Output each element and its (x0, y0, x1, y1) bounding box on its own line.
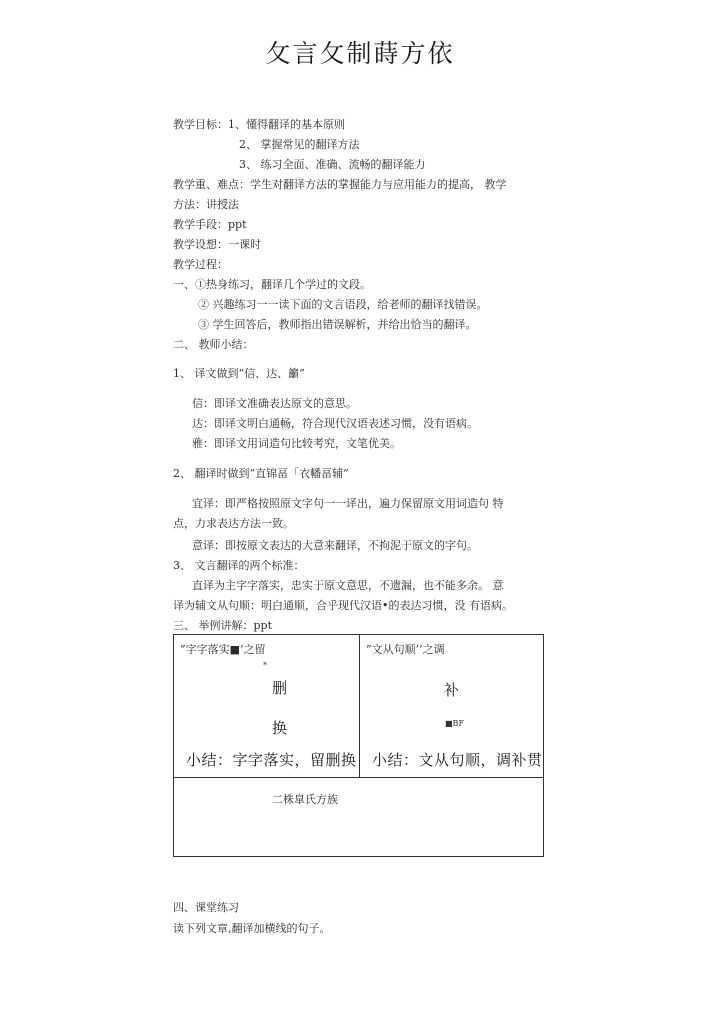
text-line: 教学手段：ppt (173, 218, 247, 231)
right-cell-mark: ■BF (445, 719, 464, 728)
table-column-divider (359, 635, 360, 777)
text-line: 四、课堂练习 (173, 901, 239, 914)
left-cell-word-replace: 换 (272, 719, 288, 737)
text-line: 教学重、难点：学生对翻译方法的掌握能力与应用能力的提高， 教学 (173, 178, 507, 191)
text-line: 1、 译文做到“信、达、籲” (173, 367, 305, 380)
table-row-divider (174, 777, 543, 778)
text-line: 3、 练习全面、准确、流畅的翻译能力 (239, 158, 426, 171)
example-table (173, 634, 544, 857)
text-line: 教学过程： (173, 258, 228, 271)
left-cell-star: * (263, 661, 267, 670)
text-line: 三、 举例讲解：ppt (173, 619, 272, 632)
text-line: 译为辅文从句顺：明白通顺，合乎现代汉语•的表达习惯，没 有语病。 (173, 599, 513, 612)
text-line: 教学目标：1、懂得翻译的基本原则 (173, 118, 345, 131)
text-line: 点，力求表达方法一致。 (173, 517, 294, 530)
text-line: 读下列文章,翻译加横线的句子。 (173, 922, 331, 935)
text-line: 一、①热身练习，翻译几个学过的文段。 (173, 278, 371, 291)
text-line: 2、 翻译时做到“直锦畐「衣幡畐辅” (173, 467, 349, 480)
text-line: ③ 学生回答后，教师指出错误解析，并给出恰当的翻译。 (198, 318, 477, 331)
text-line: 宜译：即严格按照原文字句一一译出，遍力保留原文用词造句 特 (192, 497, 504, 510)
text-line: 信：即译文准确表达原文的意思。 (192, 397, 357, 410)
bottom-cell-text: 二株皐氏方族 (272, 793, 338, 806)
text-line: ② 兴趣练习一一读下面的文言语段，给老师的翻译找错误。 (198, 298, 488, 311)
text-line: 雅：即译文用词造句比较考究，文笔优美。 (192, 437, 401, 450)
right-cell-header: ”文从句顺’’之调 (366, 643, 445, 656)
text-line: 教学设想：一课时 (173, 238, 261, 251)
left-cell-header: ”字字落实■’之留 (180, 643, 266, 656)
page-title: 攵言攵制蒔方依 (265, 39, 455, 68)
left-cell-word-delete: 删 (272, 679, 288, 697)
text-line: 达：即译文明白通畅，符合现代汉语表述习惯，没有语病。 (192, 417, 478, 430)
right-cell-summary: 小结：文从句顺，调补贯 (372, 751, 543, 769)
text-line: 意译：即按原文表达的大意来翻译，不拘泥于原文的字句。 (192, 539, 478, 552)
text-line: 直译为主字字落实，忠实于原文意思，不遗漏，也不能多余。 意 (192, 579, 504, 592)
text-line: 3、 文言翻译的两个标准： (173, 559, 305, 572)
right-cell-word-supplement: 补 (444, 681, 460, 699)
left-cell-summary: 小结：字字落实，留删换 (186, 751, 357, 769)
text-line: 二、 教师小结： (173, 338, 254, 351)
text-line: 2、 掌握常见的翻译方法 (239, 138, 360, 151)
text-line: 方法：讲授法 (173, 198, 239, 211)
